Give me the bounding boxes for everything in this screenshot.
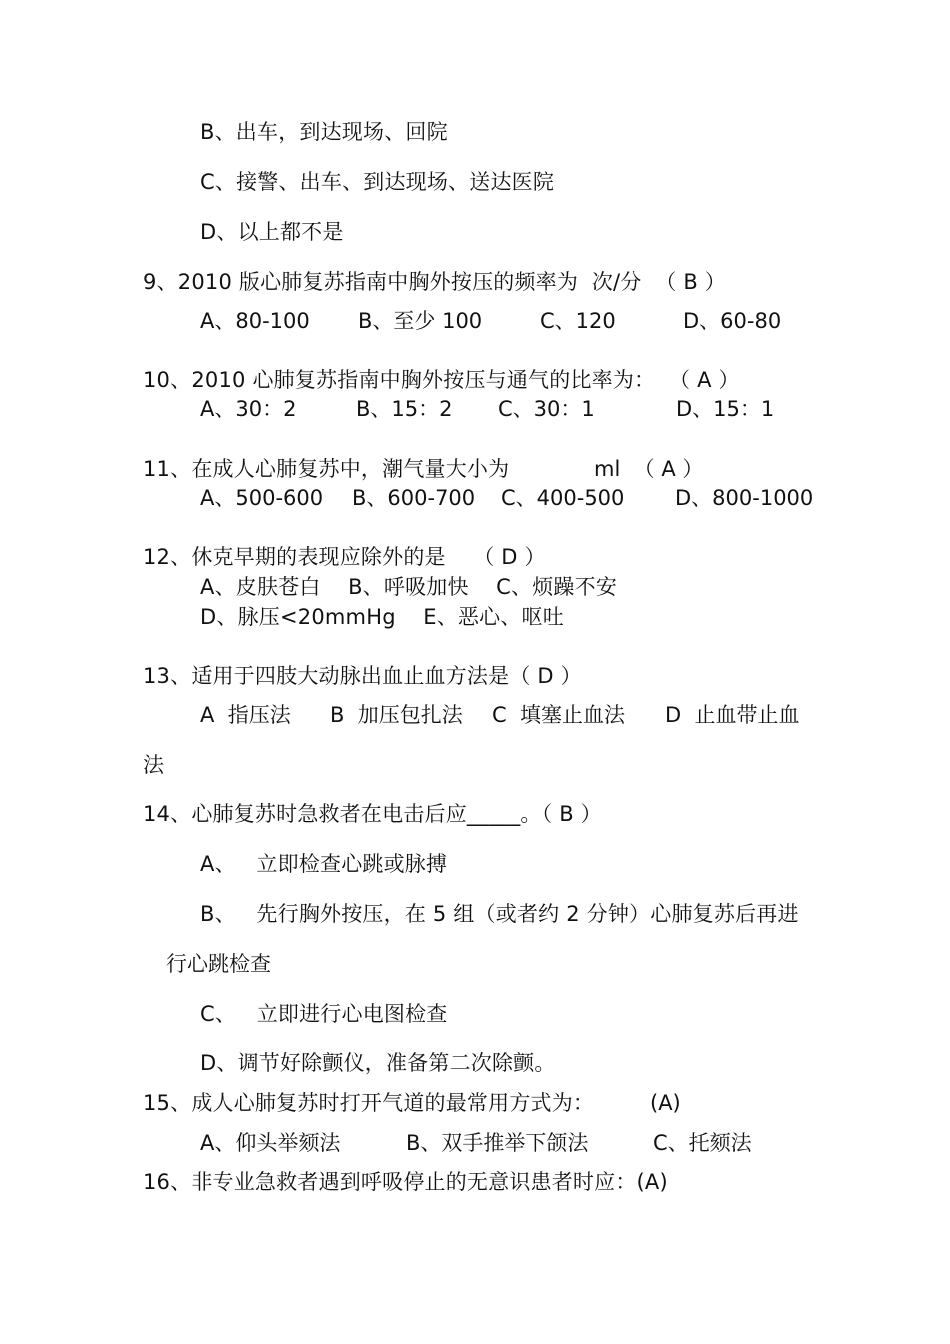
q13-option-d-wrap: 法 bbox=[143, 753, 165, 777]
q10-option-d: D、15：1 bbox=[676, 397, 775, 421]
q8-option-c: C、接警、出车、到达现场、送达医院 bbox=[200, 170, 555, 194]
q15-answer: (A) bbox=[650, 1091, 681, 1115]
q11-unit-answer: ml （ A ） bbox=[594, 457, 704, 481]
q9-question: 9、2010 版心肺复苏指南中胸外按压的频率为 次/分 （ B ） bbox=[143, 270, 727, 294]
q11-option-b: B、600-700 bbox=[352, 486, 476, 510]
q11-option-a: A、500-600 bbox=[200, 486, 324, 510]
q13-option-d: D 止血带止血 bbox=[665, 703, 800, 727]
q9-option-b: B、至少 100 bbox=[358, 309, 483, 333]
q15-option-c: C、托颏法 bbox=[653, 1131, 752, 1155]
q11-question: 11、在成人心肺复苏中，潮气量大小为 bbox=[143, 457, 510, 481]
q11-option-c: C、400-500 bbox=[501, 486, 625, 510]
q13-option-b: B 加压包扎法 bbox=[330, 703, 463, 727]
q16-question: 16、非专业急救者遇到呼吸停止的无意识患者时应：(A) bbox=[143, 1170, 668, 1194]
q14-option-b-wrap: 行心跳检查 bbox=[166, 952, 271, 976]
q13-option-a: A 指压法 bbox=[200, 703, 291, 727]
q14-option-c: C、 立即进行心电图检查 bbox=[200, 1002, 448, 1026]
q10-option-a: A、30：2 bbox=[200, 397, 297, 421]
q10-question: 10、2010 心肺复苏指南中胸外按压与通气的比率为： （ A ） bbox=[143, 368, 740, 392]
q12-options-abc: A、皮肤苍白 B、呼吸加快 C、烦躁不安 bbox=[200, 575, 618, 599]
q9-option-d: D、60-80 bbox=[683, 309, 782, 333]
q15-option-b: B、双手推举下颌法 bbox=[406, 1131, 589, 1155]
q9-option-c: C、120 bbox=[540, 309, 616, 333]
q10-option-c: C、30：1 bbox=[498, 397, 595, 421]
q13-question: 13、适用于四肢大动脉出血止血方法是（ D ） bbox=[143, 664, 582, 688]
q14-option-b: B、 先行胸外按压，在 5 组（或者约 2 分钟）心肺复苏后再进 bbox=[200, 902, 799, 926]
q13-option-c: C 填塞止血法 bbox=[492, 703, 626, 727]
q15-option-a: A、仰头举颏法 bbox=[200, 1131, 341, 1155]
q8-option-d: D、以上都不是 bbox=[200, 220, 344, 244]
q12-question: 12、休克早期的表现应除外的是 （ D ） bbox=[143, 545, 546, 569]
q11-option-d: D、800-1000 bbox=[675, 486, 814, 510]
q14-option-d: D、调节好除颤仪，准备第二次除颤。 bbox=[200, 1051, 556, 1075]
q10-option-b: B、15：2 bbox=[356, 397, 453, 421]
q9-option-a: A、80-100 bbox=[200, 309, 310, 333]
q8-option-b: B、出车，到达现场、回院 bbox=[200, 120, 448, 144]
q12-options-de: D、脉压<20mmHg E、恶心、呕吐 bbox=[200, 605, 564, 629]
q15-question: 15、成人心肺复苏时打开气道的最常用方式为： bbox=[143, 1091, 595, 1115]
q14-question: 14、心肺复苏时急救者在电击后应_____。（ B ） bbox=[143, 802, 602, 826]
q14-option-a: A、 立即检查心跳或脉搏 bbox=[200, 852, 448, 876]
